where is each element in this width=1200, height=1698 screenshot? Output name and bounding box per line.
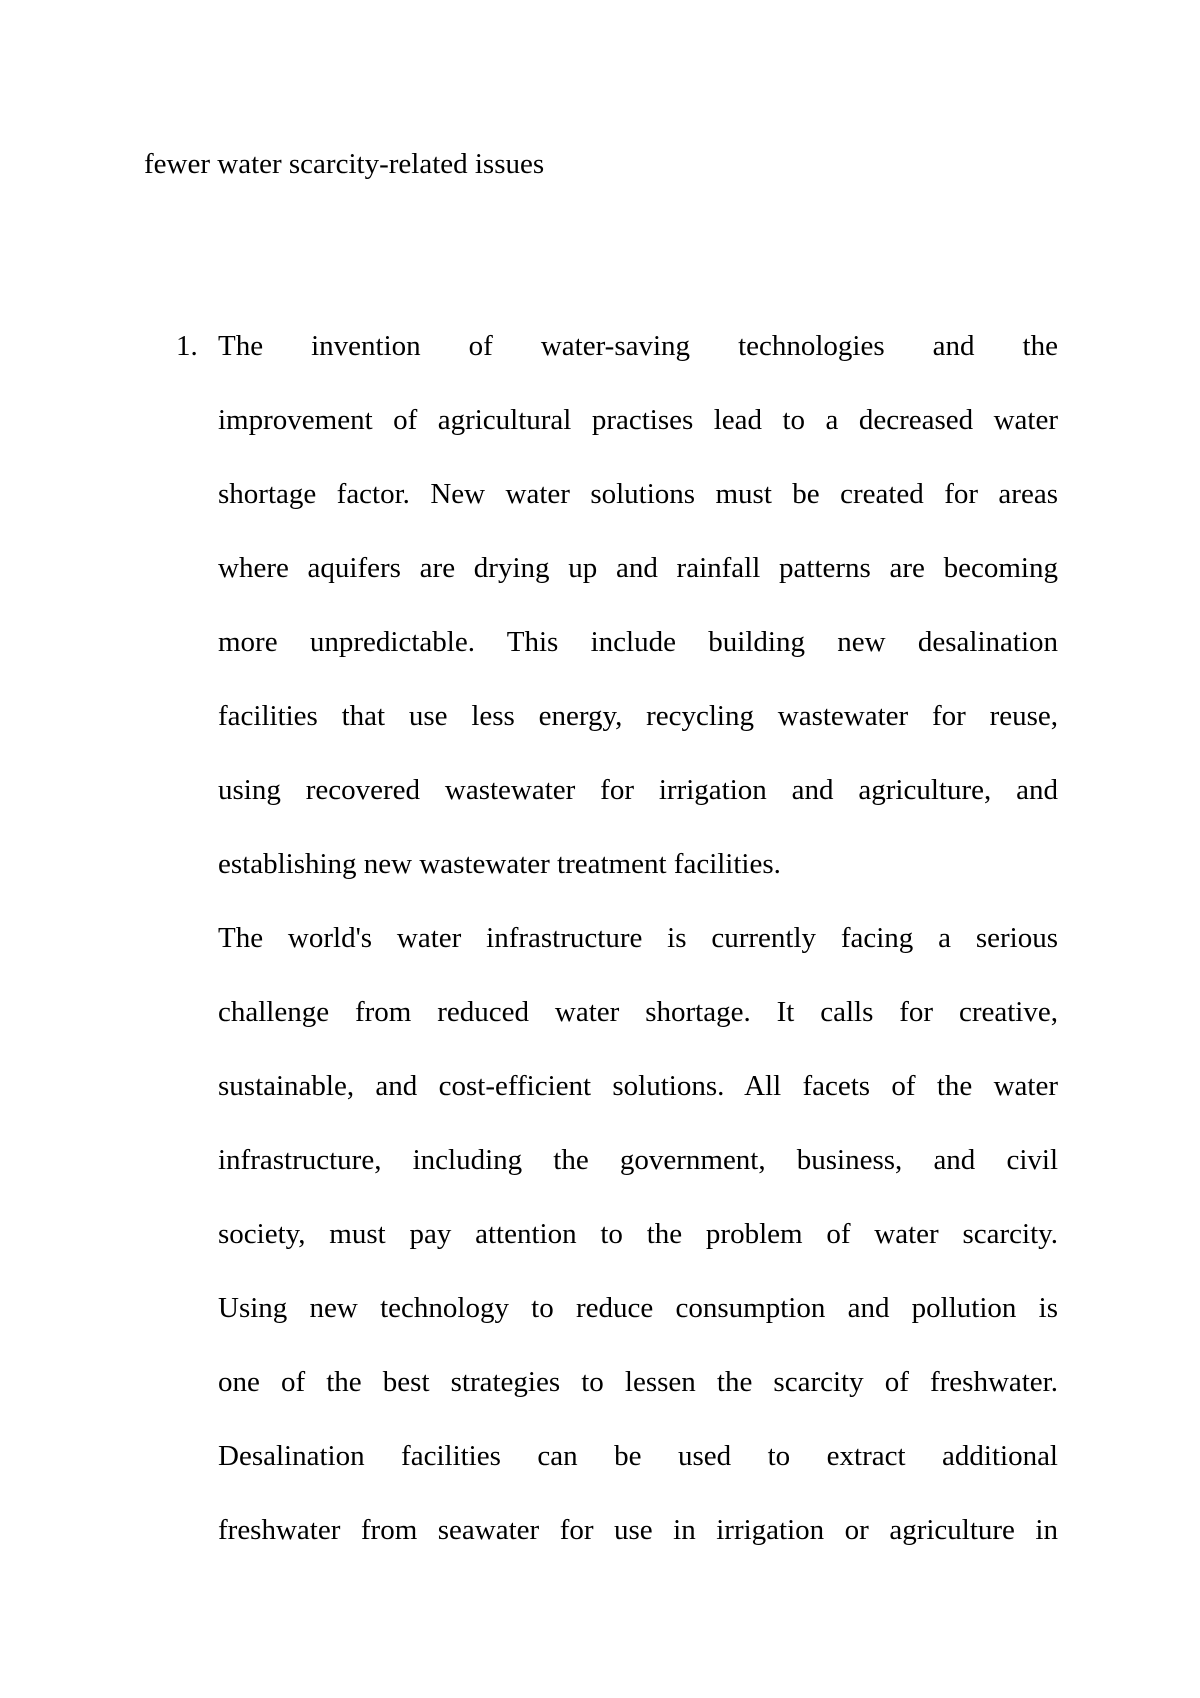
paragraph-line: sustainable, and cost-efficient solutions. All facets of the water	[218, 1070, 1058, 1102]
paragraph-line: more unpredictable. This include building new desalination	[218, 626, 1058, 658]
paragraph-line: The world's water infrastructure is currently facing a serious	[218, 922, 1058, 954]
paragraph-2	[218, 901, 1058, 1567]
paragraph-line: facilities that use less energy, recycling wastewater for reuse,	[218, 700, 1058, 732]
paragraph-line: shortage factor. New water solutions must be created for areas	[218, 478, 1058, 510]
paragraph-1	[218, 309, 1058, 901]
paragraph-line: establishing new wastewater treatment facilities.	[218, 848, 781, 880]
paragraph-line: Desalination facilities can be used to extract additional	[218, 1440, 1058, 1472]
list-number: 1.	[176, 330, 198, 362]
paragraph-line: infrastructure, including the government, business, and civil	[218, 1144, 1058, 1176]
paragraph-line: challenge from reduced water shortage. It calls for creative,	[218, 996, 1058, 1028]
paragraph-line: Using new technology to reduce consumption and pollution is	[218, 1292, 1058, 1324]
paragraph-line: The invention of water-saving technologies and the	[218, 330, 1058, 362]
paragraph-line: using recovered wastewater for irrigation and agriculture, and	[218, 774, 1058, 806]
paragraph-line: improvement of agricultural practises lead to a decreased water	[218, 404, 1058, 436]
paragraph-line: freshwater from seawater for use in irrigation or agriculture in	[218, 1514, 1058, 1546]
paragraph-line: society, must pay attention to the problem of water scarcity.	[218, 1218, 1058, 1250]
paragraph-line: one of the best strategies to lessen the scarcity of freshwater.	[218, 1366, 1058, 1398]
intro-text-line: fewer water scarcity-related issues	[144, 148, 545, 180]
paragraph-line: where aquifers are drying up and rainfall patterns are becoming	[218, 552, 1058, 584]
